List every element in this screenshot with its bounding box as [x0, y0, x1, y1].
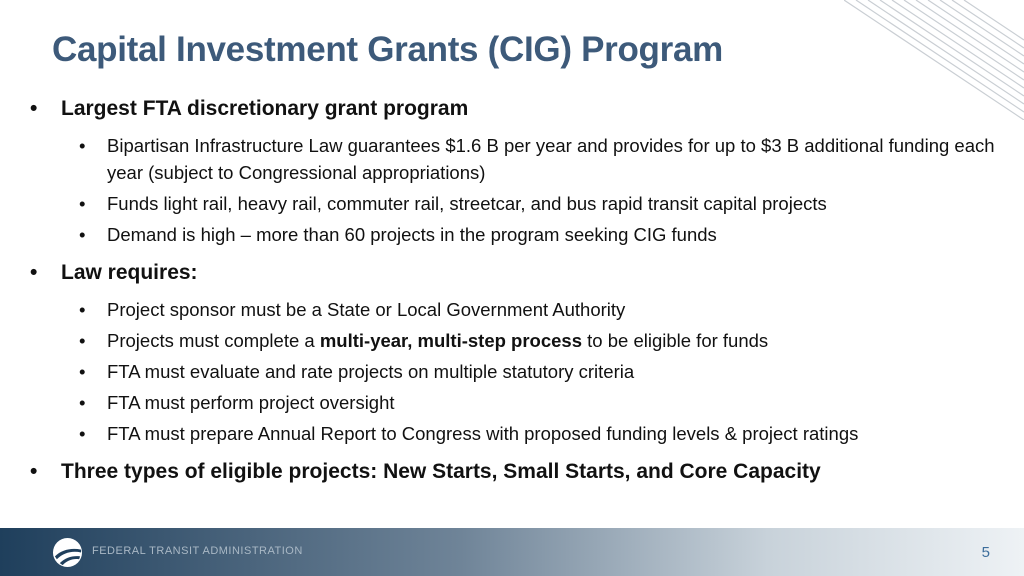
sub-bullet-text: Project sponsor must be a State or Local Government Authority — [107, 299, 626, 320]
sub-bullet — [61, 389, 1000, 416]
sub-bullet — [61, 296, 1000, 323]
sub-bullet-text: Bipartisan Infrastructure Law guarantees $1.6 B per year and provides for up to $3 B additional funding each year (subject to Congressional appropriations) — [107, 135, 995, 183]
sub-bullet — [61, 327, 1000, 354]
slide-title: Capital Investment Grants (CIG) Program — [52, 30, 723, 69]
sub-bullet-list — [61, 132, 1000, 248]
bullet-heading: Largest FTA discretionary grant program — [61, 97, 469, 120]
page-number: 5 — [981, 544, 990, 561]
bullet-dot-icon: • — [30, 460, 38, 483]
sub-bullet-text: FTA must evaluate and rate projects on multiple statutory criteria — [107, 361, 635, 382]
sub-bullet — [61, 221, 1000, 248]
agency-name: FEDERAL TRANSIT ADMINISTRATION — [92, 545, 303, 557]
bullet-dot-icon: • — [79, 392, 86, 413]
sub-bullet-text: Demand is high – more than 60 projects in the program seeking CIG funds — [107, 224, 717, 245]
bullet-heading: Law requires: — [61, 261, 198, 284]
footer-bar — [0, 528, 1024, 576]
bullet-dot-icon: • — [79, 193, 86, 214]
bullet-heading: Three types of eligible projects: New Starts, Small Starts, and Core Capacity — [61, 460, 821, 483]
bullet-dot-icon: • — [79, 361, 86, 382]
bullet-dot-icon: • — [30, 261, 38, 284]
sub-bullet-text-emphasis: multi-year, multi-step process — [319, 330, 583, 351]
sub-bullet-list — [61, 296, 1000, 447]
sub-bullet-text-pre: Projects must complete a — [107, 330, 320, 351]
bullet-dot-icon: • — [79, 330, 86, 351]
bullet-dot-icon: • — [30, 97, 38, 120]
slide-body — [30, 94, 1000, 487]
sub-bullet — [61, 190, 1000, 217]
bullet-dot-icon: • — [79, 423, 86, 444]
bullet-dot-icon: • — [79, 135, 86, 156]
bullet-dot-icon: • — [79, 299, 86, 320]
fta-logo-icon — [52, 537, 83, 568]
sub-bullet-text-post: to be eligible for funds — [582, 330, 769, 351]
sub-bullet-text: FTA must perform project oversight — [107, 392, 395, 413]
bullet-largest-program — [30, 94, 1000, 248]
bullet-law-requires — [30, 258, 1000, 447]
bullet-eligible-project-types — [30, 457, 1000, 487]
sub-bullet — [61, 132, 1000, 186]
sub-bullet-text: Funds light rail, heavy rail, commuter rail, streetcar, and bus rapid transit capital projects — [107, 193, 827, 214]
bullet-dot-icon: • — [79, 224, 86, 245]
sub-bullet — [61, 358, 1000, 385]
sub-bullet — [61, 420, 1000, 447]
sub-bullet-text: FTA must prepare Annual Report to Congress with proposed funding levels & project ratings — [107, 423, 859, 444]
